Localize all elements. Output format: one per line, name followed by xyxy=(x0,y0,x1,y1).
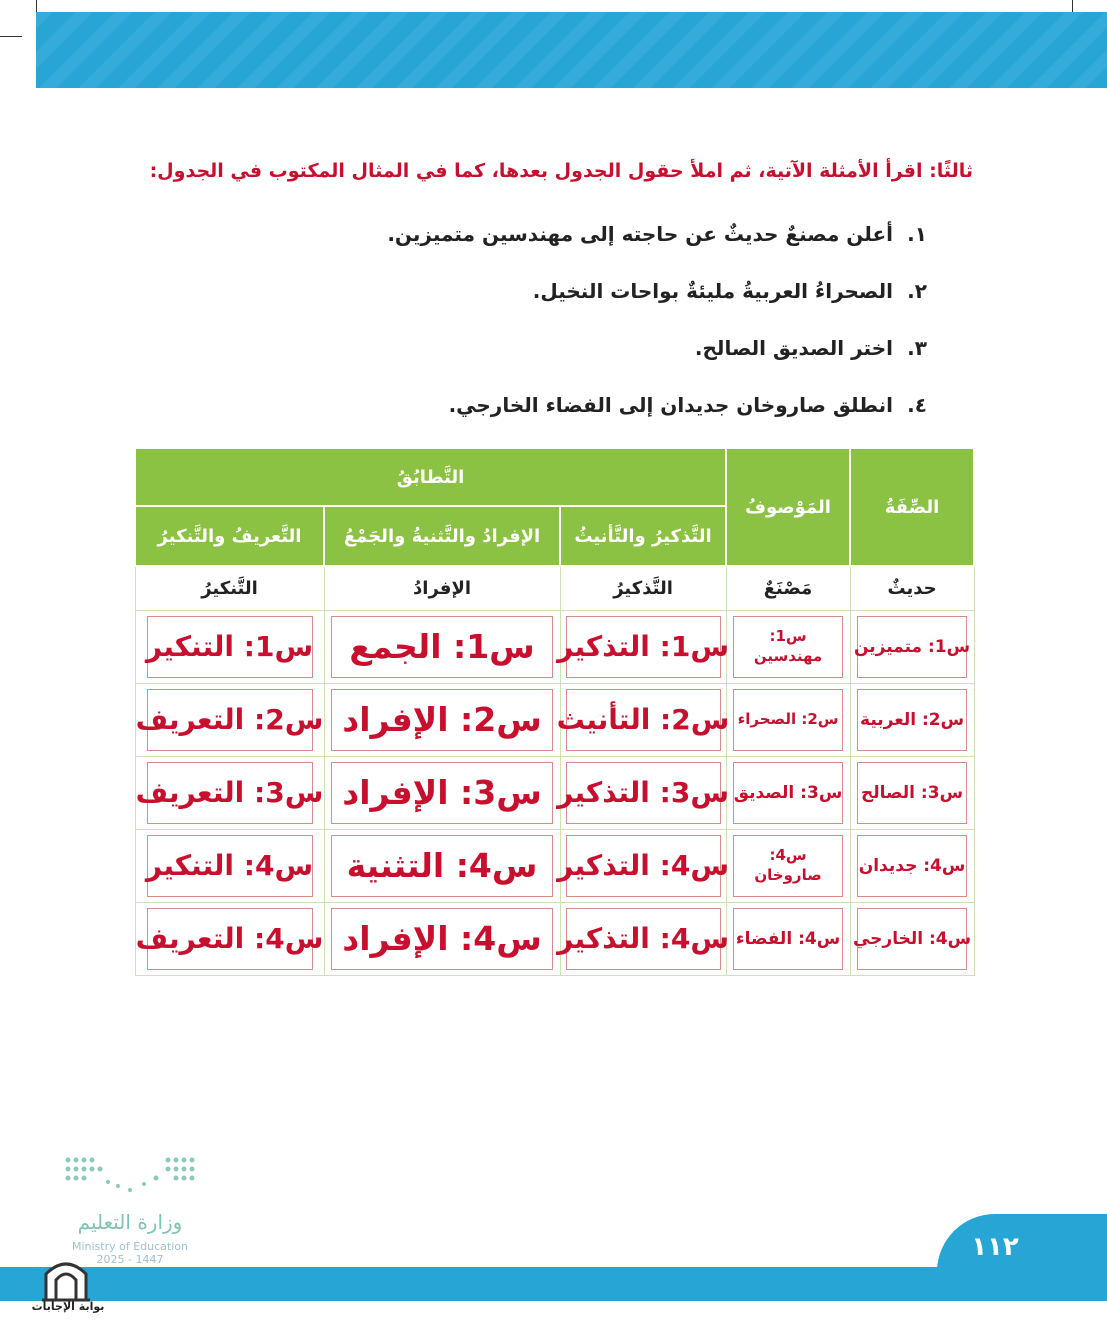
answer-mawsuf: س4: الفضاء xyxy=(733,908,843,970)
answer-tarif: س4: التنكير xyxy=(147,835,313,897)
answer-mawsuf: س3: الصديق xyxy=(733,762,843,824)
answer-mawsuf: س2: الصحراء xyxy=(733,689,843,751)
ministry-name-ar: وزارة التعليم xyxy=(77,1210,183,1234)
answer-tadhkir: س1: التذكير xyxy=(566,616,721,678)
instruction-text: ثالثًا: اقرأ الأمثلة الآتية، ثم املأ حقول الجدول بعدها، كما في المثال المكتوب في الجدول: xyxy=(149,160,973,182)
header-sifa: الصِّفَةُ xyxy=(850,448,974,566)
answer-tarif: س3: التعريف xyxy=(147,762,313,824)
answer-row xyxy=(135,683,974,756)
answer-sifa: س4: الخارجي xyxy=(857,908,967,970)
answer-tarif: س2: التعريف xyxy=(147,689,313,751)
example-item: ٣.اختر الصديق الصالح. xyxy=(694,336,927,360)
examples-list xyxy=(227,222,927,450)
answer-sifa: س3: الصالح xyxy=(857,762,967,824)
example-row xyxy=(135,566,974,610)
answer-mawsuf: س1: مهندسين xyxy=(733,616,843,678)
answer-sifa: س1: متميزين xyxy=(857,616,967,678)
answer-mawsuf: س4: صاروخان xyxy=(733,835,843,897)
answer-row xyxy=(135,902,974,975)
example-item: ١.أعلن مصنعٌ حديثٌ عن حاجته إلى مهندسين متميزين. xyxy=(387,222,927,246)
example-item: ٢.الصحراءُ العربيةُ مليئةٌ بواحات النخيل. xyxy=(532,279,927,303)
answer-ifrad: س1: الجمع xyxy=(331,616,553,678)
answer-row xyxy=(135,756,974,829)
header-tatabuq: التَّطابُقُ xyxy=(135,448,726,506)
answer-tadhkir: س4: التذكير xyxy=(566,908,721,970)
example-item: ٤.انطلق صاروخان جديدان إلى الفضاء الخارجي. xyxy=(448,393,927,417)
agreement-table xyxy=(134,447,975,976)
example-ifrad: الإفرادُ xyxy=(324,566,560,610)
answer-tadhkir: س4: التذكير xyxy=(566,835,721,897)
answer-ifrad: س3: الإفراد xyxy=(331,762,553,824)
bottom-bar xyxy=(0,1267,1107,1301)
answer-ifrad: س2: الإفراد xyxy=(331,689,553,751)
header-mawsuf: المَوْصوفُ xyxy=(726,448,850,566)
answer-ifrad: س4: التثنية xyxy=(331,835,553,897)
crop-mark xyxy=(0,36,22,37)
watermark-text: بوابة الإجابات xyxy=(31,1300,105,1313)
top-banner xyxy=(36,12,1107,88)
page-number: ١١٢ xyxy=(971,1232,1019,1262)
ministry-name-en: Ministry of Education 2025 - 1447 xyxy=(71,1240,188,1266)
example-tarif: التَّنكيرُ xyxy=(135,566,324,610)
answer-sifa: س4: جديدان xyxy=(857,835,967,897)
watermark-gate-icon xyxy=(40,1256,92,1302)
answer-sifa: س2: العربية xyxy=(857,689,967,751)
answer-row xyxy=(135,610,974,683)
ministry-logo-icon xyxy=(60,1152,200,1198)
answer-ifrad: س4: الإفراد xyxy=(331,908,553,970)
answer-tadhkir: س3: التذكير xyxy=(566,762,721,824)
example-mawsuf: مَصْنَعٌ xyxy=(726,566,850,610)
answer-tadhkir: س2: التأنيث xyxy=(566,689,721,751)
header-tadhkir: التَّذكيرُ والتَّأنيثُ xyxy=(560,506,726,566)
header-ifrad: الإفرادُ والتَّثنيةُ والجَمْعُ xyxy=(324,506,560,566)
answer-tarif: س4: التعريف xyxy=(147,908,313,970)
answer-row xyxy=(135,829,974,902)
header-tarif: التَّعريفُ والتَّنكيرُ xyxy=(135,506,324,566)
answer-tarif: س1: التنكير xyxy=(147,616,313,678)
example-tadhkir: التَّذكيرُ xyxy=(560,566,726,610)
example-sifa: حديثٌ xyxy=(850,566,974,610)
